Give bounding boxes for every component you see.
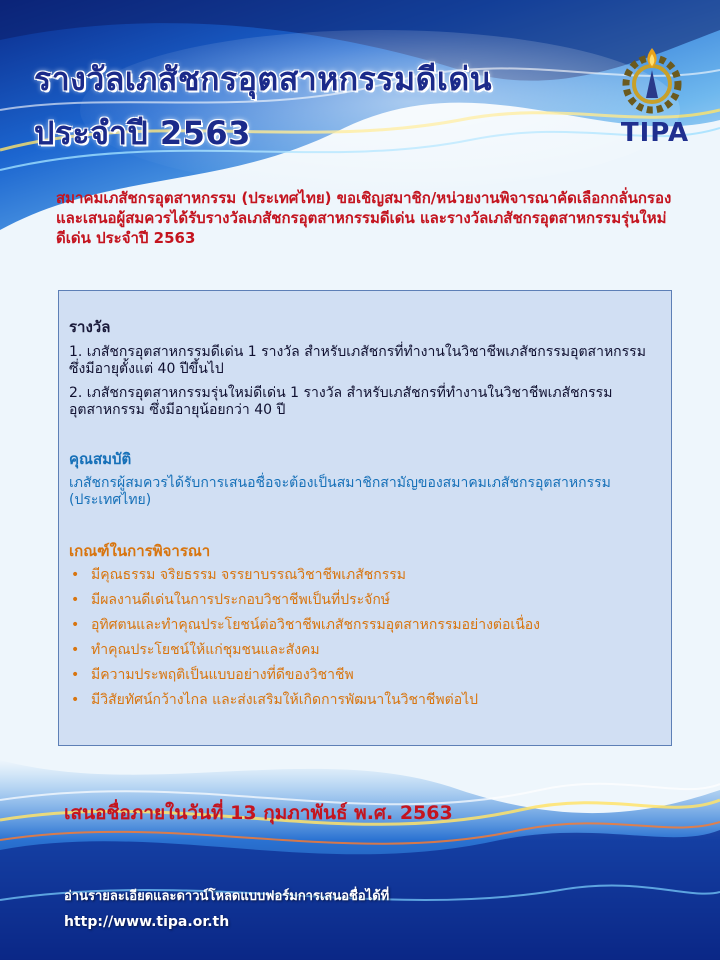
footer-details-text: อ่านรายละเอียดและดาวน์โหลดแบบฟอร์มการเสนอชื่อได้ที่ (64, 889, 390, 904)
qualification-heading: คุณสมบัติ (69, 450, 132, 468)
qualification-text: เภสัชกรผู้สมควรได้รับการเสนอชื่อจะต้องเป็นสมาชิกสามัญของสมาคมเภสัชกรอุตสาหกรรม (ประเทศไทย) (69, 475, 611, 508)
deadline-text: เสนอชื่อภายในวันที่ 13 กุมภาพันธ์ พ.ศ. 2563 (64, 802, 453, 824)
criteria-heading: เกณฑ์ในการพิจารณา (69, 542, 211, 560)
criteria-item-text: อุทิศตนและทำคุณประโยชน์ต่อวิชาชีพเภสัชกรรมอุตสาหกรรมอย่างต่อเนื่อง (91, 617, 541, 633)
award-item-2: 2. เภสัชกรอุตสาหกรรมรุ่นใหม่ดีเด่น 1 รางวัล สำหรับเภสัชกรที่ทำงานในวิชาชีพเภสัชกรรมอุตสาหกรรม ซึ่งมีอายุน้อยกว่า 40 ปี (69, 385, 613, 418)
bullet-icon: • (71, 692, 80, 708)
footer-url-link[interactable]: http://www.tipa.or.th (64, 914, 230, 930)
bullet-icon: • (71, 617, 80, 633)
bullet-icon: • (71, 592, 80, 608)
criteria-item-text: มีความประพฤติเป็นแบบอย่างที่ดีของวิชาชีพ (91, 667, 354, 683)
bullet-icon: • (71, 567, 80, 583)
title-line-2: ประจำปี 2563 (34, 114, 251, 152)
award-item-1: 1. เภสัชกรอุตสาหกรรมดีเด่น 1 รางวัล สำหรับเภสัชกรที่ทำงานในวิชาชีพเภสัชกรรมอุตสาหกรรม ซึ่งมีอายุตั้งแต่ 40 ปีขึ้นไป (69, 344, 646, 377)
title-line-1: รางวัลเภสัชกรอุตสาหกรรมดีเด่น (34, 60, 493, 98)
page-title (34, 52, 594, 160)
criteria-item-text: ทำคุณประโยชน์ให้แก่ชุมชนและสังคม (91, 642, 320, 658)
intro-text: สมาคมเภสัชกรอุตสาหกรรม (ประเทศไทย) ขอเชิญสมาชิก/หน่วยงานพิจารณาคัดเลือกกลั่นกรอง และเสนอผู้สมควรได้รับรางวัลเภสัชกรอุตสาหกรรมดีเด่น และรางวัลเภสัชกรอุตสาหกรรมรุ่นใหม่ดีเด่น ประจำปี 2563 (56, 189, 672, 247)
criteria-item-text: มีคุณธรรม จริยธรรม จรรยาบรรณวิชาชีพเภสัชกรรม (91, 567, 407, 583)
criteria-item (69, 692, 663, 709)
criteria-item (69, 567, 663, 584)
criteria-item (69, 642, 663, 659)
criteria-item (69, 617, 663, 634)
criteria-item-text: มีผลงานดีเด่นในการประกอบวิชาชีพเป็นที่ประจักษ์ (91, 592, 391, 608)
bullet-icon: • (71, 667, 80, 683)
tipa-logo (606, 40, 698, 152)
bullet-icon: • (71, 642, 80, 658)
criteria-list (69, 567, 663, 709)
criteria-item (69, 592, 663, 609)
criteria-item (69, 667, 663, 684)
criteria-item-text: มีวิสัยทัศน์กว้างไกล และส่งเสริมให้เกิดการพัฒนาในวิชาชีพต่อไป (91, 692, 479, 708)
torch-gear-logo-icon (606, 40, 698, 120)
awards-heading: รางวัล (69, 318, 111, 336)
logo-text: TIPA (620, 118, 690, 148)
info-panel (58, 290, 672, 746)
